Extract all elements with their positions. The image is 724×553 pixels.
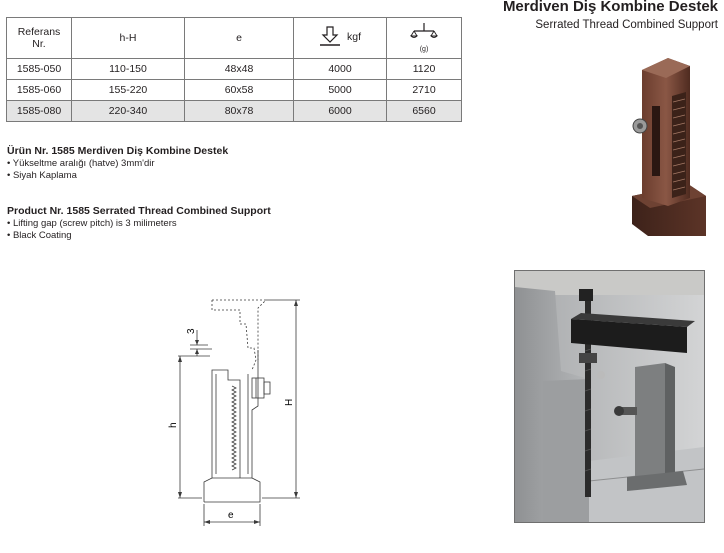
spec-table [6, 17, 462, 122]
description-bullet: • Yükseltme aralığı (hatve) 3mm'dir [7, 158, 155, 169]
product-photo [628, 56, 708, 236]
downward-load-arrow-icon [319, 26, 341, 48]
header-ref: Referans Nr. [7, 18, 72, 59]
technical-drawing [160, 290, 310, 530]
table-row: 1585-050 110-150 48x48 4000 1120 [7, 59, 462, 80]
h-dimension-label: h [168, 422, 179, 428]
page-title: Merdiven Diş Kombine Destek [502, 0, 718, 15]
description-bullet: • Lifting gap (screw pitch) is 3 milimeters [7, 218, 177, 229]
description-en [7, 205, 271, 242]
description-heading: Ürün Nr. 1585 Merdiven Diş Kombine Destek [7, 145, 229, 157]
balance-scale-icon [410, 23, 438, 45]
H-dimension-label: H [284, 398, 295, 406]
description-bullet: • Siyah Kaplama [7, 170, 77, 181]
table-row: 1585-080 220-340 80x78 6000 6560 [7, 101, 462, 122]
kgf-label: kgf [346, 30, 361, 43]
weight-unit-label: (g) [419, 46, 429, 53]
header-e: e [185, 18, 294, 59]
table-row: 1585-060 155-220 60x58 5000 2710 [7, 80, 462, 101]
description-bullet: • Black Coating [7, 230, 72, 241]
page-subtitle: Serrated Thread Combined Support [535, 19, 718, 31]
table-header-row [7, 18, 462, 59]
description-tr [7, 145, 228, 182]
pitch-dimension-label: 3 [186, 328, 197, 334]
application-photo-art [515, 271, 704, 522]
header-h-H: h-H [72, 18, 185, 59]
header-weight [387, 18, 462, 59]
application-photo [514, 270, 705, 523]
description-heading: Product Nr. 1585 Serrated Thread Combined Support [7, 205, 271, 217]
header-kgf [294, 18, 387, 59]
e-dimension-label: e [228, 510, 234, 521]
